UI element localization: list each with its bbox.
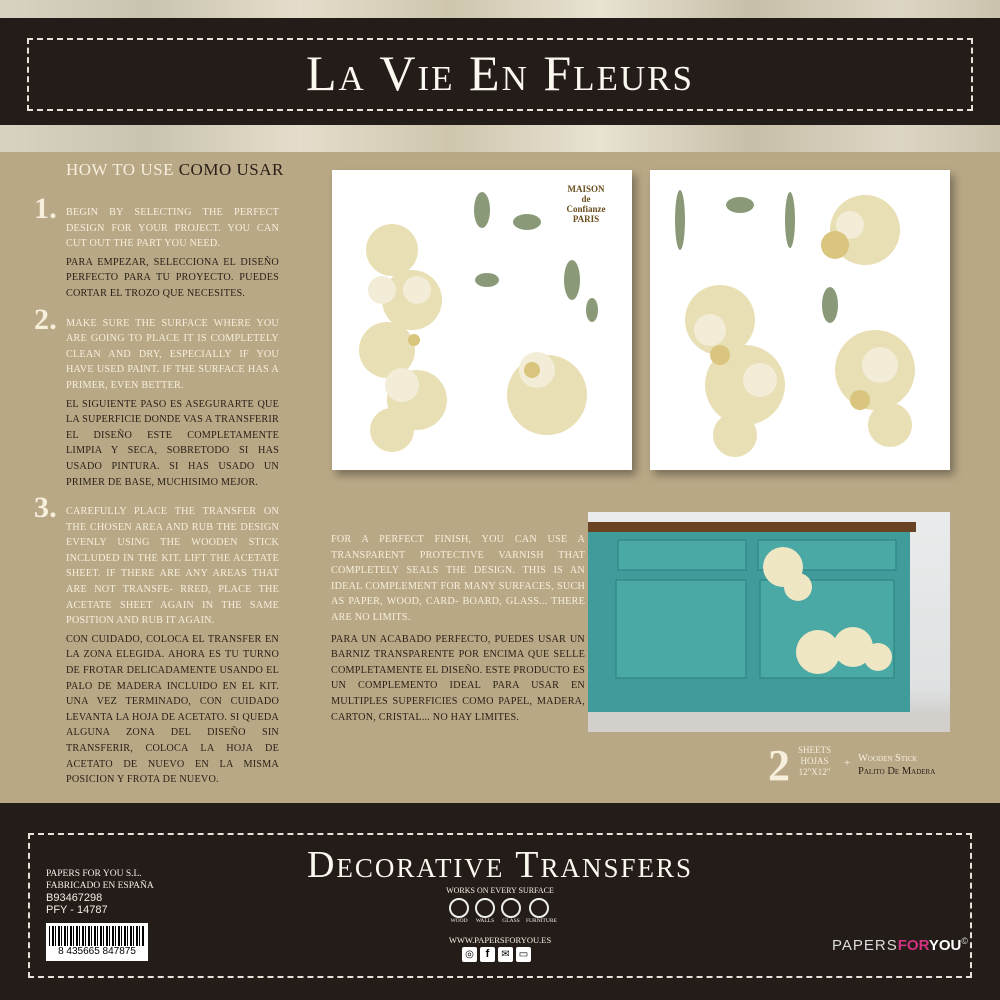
stick-es: Palito De Madera xyxy=(858,766,936,777)
website-icon[interactable]: ▭ xyxy=(516,947,531,962)
furniture-icon xyxy=(529,898,549,918)
surface-label: WOOD xyxy=(450,918,468,924)
transfer-sheet-1 xyxy=(332,170,632,470)
logo-line: de xyxy=(581,194,591,204)
instructions xyxy=(34,192,279,788)
works-label: WORKS ON EVERY SURFACE xyxy=(446,886,554,895)
sideboard-image xyxy=(588,512,950,732)
glass-icon xyxy=(501,898,521,918)
step-text-es: EL SIGUIENTE PASO ES ASEGURARTE QUE LA SUPERFICIE DONDE VAS A TRANSFERIR EL DISEÑO ESTE COMPLETAMENTE LIMPIA Y SECA, SOBRETODO SI HAS USADO PINTURA. SI HAS USADO UN PRIMER DE BASE, MUCHISIMO MEJOR. xyxy=(66,398,279,488)
finish-es: PARA UN ACABADO PERFECTO, PUEDES USAR UN BARNIZ TRANSPARENTE POR ENCIMA QUE SELLE COMPLETAMENTE EL DISEÑO. ESTE PRODUCTO ES UN COMPLEMENTO IDEAL PARA USAR EN MULTIPLES SUPERFICIES COMO PAPEL, MADERA, CARTON, CRISTAL... NO HAY LIMITES. xyxy=(331,633,585,723)
how-to-es: COMO USAR xyxy=(178,160,284,179)
product-ref: PFY - 14787 xyxy=(46,904,108,916)
step-text-es: PARA EMPEZAR, SELECCIONA EL DISEÑO PERFECTO PARA TU PROYECTO. PUEDES CORTAR EL TROZO QUE NECESITES. xyxy=(66,256,279,299)
plus-sign: + xyxy=(844,757,851,769)
barcode-bars xyxy=(49,926,145,946)
instagram-icon[interactable]: ◎ xyxy=(462,947,477,962)
floral-design-image xyxy=(650,170,950,470)
copyright-mark: © xyxy=(961,936,969,946)
floral-banner-top xyxy=(0,0,1000,20)
sheet-size: 12"X12" xyxy=(798,767,831,777)
barcode xyxy=(46,923,148,961)
surface-icons xyxy=(448,898,557,924)
stick-en: Wooden Stick xyxy=(858,753,918,764)
product-title: La Vie En Fleurs xyxy=(305,45,695,101)
logo-line: PARIS xyxy=(572,214,600,224)
step-text-en: BEGIN BY SELECTING THE PERFECT DESIGN FOR YOUR PROJECT. YOU CAN CUT OUT THE PART YOU NEED. xyxy=(66,207,279,250)
step-1 xyxy=(34,192,279,302)
finish-en: FOR A PERFECT FINISH, YOU CAN USE A TRANSPARENT PROTECTIVE VARNISH THAT COMPLETELY SEALS THE DESIGN. THIS IS AN IDEAL COMPLEMENT FOR MANY SURFACES, SUCH AS PAPER, WOOD, CARD- BOARD, GLASS... THERE ARE NO LIMITS. xyxy=(331,534,585,623)
footer-title: Decorative Transfers xyxy=(306,844,693,886)
walls-surface xyxy=(474,898,496,924)
brand-part: PAPERS xyxy=(832,937,898,954)
finish-text xyxy=(331,532,585,725)
social-icons xyxy=(462,947,531,962)
surface-label: GLASS xyxy=(502,918,520,924)
furniture-surface xyxy=(526,898,557,924)
maison-logo xyxy=(556,184,616,224)
step-2 xyxy=(34,302,279,491)
surface-label: FURNITURE xyxy=(526,918,557,924)
step-number: 2. xyxy=(34,302,57,336)
wood-icon xyxy=(449,898,469,918)
step-text-en: MAKE SURE THE SURFACE WHERE YOU ARE GOING TO PLACE IT IS COMPLETELY CLEAN AND DRY, ESPECIALLY IF YOU HAVE USED PAINT. IF THE SURFACE HAS A PRIMER, EVEN BETTER. xyxy=(66,317,279,391)
furniture-photo xyxy=(588,512,950,732)
floral-banner-bottom xyxy=(0,125,1000,152)
barcode-number: 8 435665 847875 xyxy=(58,946,136,957)
step-3 xyxy=(34,491,279,788)
made-in: FABRICADO EN ESPAÑA xyxy=(46,881,154,891)
website-link[interactable]: WWW.PAPERSFORYOU.ES xyxy=(448,935,552,945)
glass-surface xyxy=(500,898,522,924)
facebook-icon[interactable]: f xyxy=(480,947,495,962)
brand-part: YOU xyxy=(928,937,962,954)
step-number: 1. xyxy=(34,192,57,225)
company-info xyxy=(46,868,154,916)
step-text-es: CON CUIDADO, COLOCA EL TRANSFER EN LA ZONA ELEGIDA. AHORA ES TU TURNO DE FROTAR DELICADAMENTE USANDO EL PALO DE MADERA INCLUIDO EN EL KIT. UNA VEZ TERMINADO, CON CUIDADO LEVANTA LA HOJA DE ACETATO. SI QUEDA ALGUNA ZONA DEL DISEÑO SIN TRANSFERIR, COLOCA LA HOJA DE ACETATO DE NUEVO EN LA MISMA POSICION Y FROTA DE NUEVO. xyxy=(66,633,279,786)
sheet-count: 2 xyxy=(768,741,790,790)
logo-line: MAISON xyxy=(567,184,605,194)
surface-label: WALLS xyxy=(475,918,495,924)
company-name: PAPERS FOR YOU S.L. xyxy=(46,869,142,879)
brick-wall-icon xyxy=(475,898,495,918)
step-text-en: CAREFULLY PLACE THE TRANSFER ON THE CHOSEN AREA AND RUB THE DESIGN EVENLY USING THE WOODEN STICK INCLUDED IN THE KIT. LIFT THE ACETATE SHEET. IF THERE ARE ANY AREAS THAT ARE NOT TRANSFE- RRED, PLACE THE ACETATE SHEET AGAIN IN THE SAME POSITION AND RUB IT AGAIN. xyxy=(66,506,279,627)
how-to-heading xyxy=(66,160,284,180)
sheets-label: SHEETS xyxy=(798,745,832,755)
transfer-sheet-2 xyxy=(650,170,950,470)
email-icon[interactable]: ✉ xyxy=(498,947,513,962)
cif-number: B93467298 xyxy=(46,892,103,904)
hojas-label: HOJAS xyxy=(800,756,829,766)
logo-line: Confianze xyxy=(566,204,606,214)
how-to-en: HOW TO USE xyxy=(66,160,174,179)
step-number: 3. xyxy=(34,491,57,525)
brand-part: FOR xyxy=(897,937,929,954)
wood-surface xyxy=(448,898,470,924)
sheet-info xyxy=(798,745,831,778)
brand-logo xyxy=(832,936,968,954)
stick-info xyxy=(858,752,935,778)
